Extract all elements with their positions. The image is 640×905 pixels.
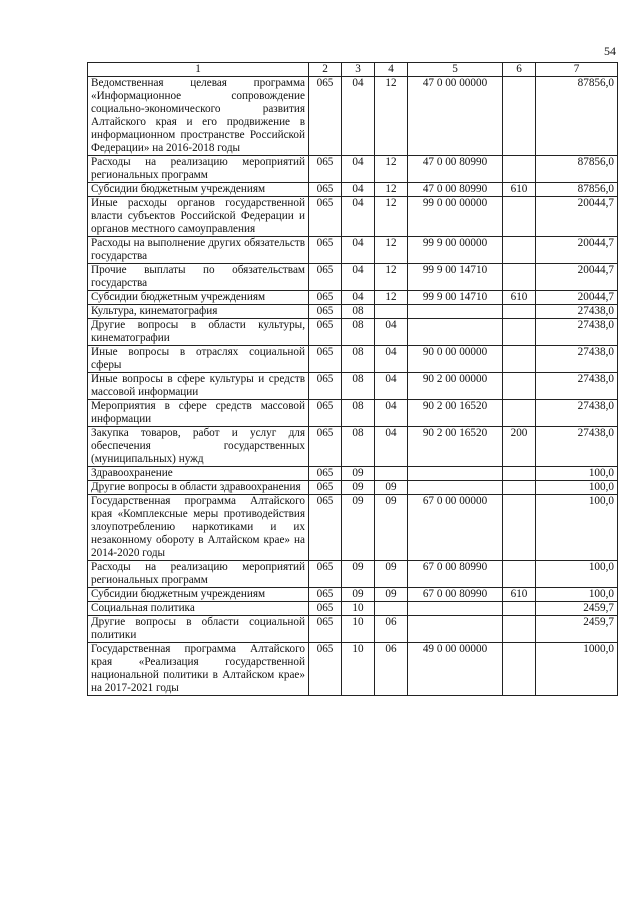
table-row [88, 602, 618, 616]
row-vr-cell [503, 305, 536, 319]
column-header-vr: 6 [503, 63, 536, 77]
row-name-cell: Расходы на выполнение других обязательств государства [88, 237, 309, 264]
header-row [88, 63, 618, 77]
row-razdel-cell: 04 [342, 291, 375, 305]
row-razdel-cell: 04 [342, 77, 375, 156]
row-amount-cell: 87856,0 [536, 156, 618, 183]
row-razdel-cell: 10 [342, 643, 375, 696]
row-vr-cell [503, 373, 536, 400]
row-amount-cell: 87856,0 [536, 77, 618, 156]
row-amount-cell: 2459,7 [536, 616, 618, 643]
row-podrazdel-cell: 12 [375, 197, 408, 237]
row-vedomstvo-cell: 065 [309, 427, 342, 467]
row-vr-cell [503, 467, 536, 481]
row-razdel-cell: 04 [342, 156, 375, 183]
row-csr-cell: 67 0 00 80990 [408, 588, 503, 602]
table-row [88, 373, 618, 400]
row-name-cell: Государственная программа Алтайского края «Комплексные меры противодействия злоупотреблению наркотиками и их незаконному обороту в Алтайском крае» на 2014-2020 годы [88, 495, 309, 561]
row-podrazdel-cell: 12 [375, 264, 408, 291]
row-vr-cell [503, 319, 536, 346]
row-razdel-cell: 09 [342, 495, 375, 561]
row-amount-cell: 27438,0 [536, 427, 618, 467]
row-csr-cell: 99 9 00 14710 [408, 264, 503, 291]
table-row [88, 156, 618, 183]
row-razdel-cell: 10 [342, 616, 375, 643]
row-vedomstvo-cell: 065 [309, 237, 342, 264]
row-amount-cell: 100,0 [536, 481, 618, 495]
table-row [88, 197, 618, 237]
table-row [88, 588, 618, 602]
row-vr-cell [503, 495, 536, 561]
row-csr-cell [408, 616, 503, 643]
row-vedomstvo-cell: 065 [309, 481, 342, 495]
row-razdel-cell: 10 [342, 602, 375, 616]
row-razdel-cell: 09 [342, 467, 375, 481]
row-razdel-cell: 09 [342, 588, 375, 602]
budget-table [87, 62, 618, 696]
table-row [88, 481, 618, 495]
row-vedomstvo-cell: 065 [309, 643, 342, 696]
row-csr-cell: 49 0 00 00000 [408, 643, 503, 696]
row-razdel-cell: 04 [342, 197, 375, 237]
row-csr-cell: 47 0 00 80990 [408, 183, 503, 197]
row-csr-cell: 90 2 00 16520 [408, 400, 503, 427]
row-amount-cell: 100,0 [536, 467, 618, 481]
row-vedomstvo-cell: 065 [309, 305, 342, 319]
row-name-cell: Прочие выплаты по обязательствам государства [88, 264, 309, 291]
row-name-cell: Субсидии бюджетным учреждениям [88, 588, 309, 602]
table-row [88, 616, 618, 643]
row-vr-cell [503, 346, 536, 373]
row-podrazdel-cell: 04 [375, 346, 408, 373]
row-podrazdel-cell: 12 [375, 183, 408, 197]
row-razdel-cell: 08 [342, 346, 375, 373]
row-csr-cell: 99 9 00 00000 [408, 237, 503, 264]
row-podrazdel-cell: 12 [375, 291, 408, 305]
row-name-cell: Социальная политика [88, 602, 309, 616]
column-header-podrazdel: 4 [375, 63, 408, 77]
table-row [88, 319, 618, 346]
row-amount-cell: 20044,7 [536, 291, 618, 305]
row-razdel-cell: 04 [342, 183, 375, 197]
row-vedomstvo-cell: 065 [309, 400, 342, 427]
row-name-cell: Закупка товаров, работ и услуг для обеспечения государственных (муниципальных) нужд [88, 427, 309, 467]
row-vedomstvo-cell: 065 [309, 319, 342, 346]
row-amount-cell: 27438,0 [536, 373, 618, 400]
row-razdel-cell: 08 [342, 427, 375, 467]
row-podrazdel-cell: 09 [375, 481, 408, 495]
row-vedomstvo-cell: 065 [309, 467, 342, 481]
row-csr-cell: 99 0 00 00000 [408, 197, 503, 237]
table-row [88, 495, 618, 561]
row-amount-cell: 87856,0 [536, 183, 618, 197]
row-podrazdel-cell: 09 [375, 561, 408, 588]
row-csr-cell [408, 602, 503, 616]
row-name-cell: Расходы на реализацию мероприятий региональных программ [88, 561, 309, 588]
row-name-cell: Государственная программа Алтайского края «Реализация государственной национальной политики в Алтайском крае» на 2017-2021 годы [88, 643, 309, 696]
row-csr-cell [408, 305, 503, 319]
row-name-cell: Другие вопросы в области здравоохранения [88, 481, 309, 495]
table-row [88, 427, 618, 467]
row-amount-cell: 100,0 [536, 588, 618, 602]
row-name-cell: Ведомственная целевая программа «Информационное сопровождение социально-экономического развития Алтайского края и его продвижение в информационном пространстве Российской Федерации» на 2016-2018 годы [88, 77, 309, 156]
row-podrazdel-cell [375, 602, 408, 616]
row-amount-cell: 100,0 [536, 495, 618, 561]
row-vedomstvo-cell: 065 [309, 346, 342, 373]
row-podrazdel-cell: 09 [375, 495, 408, 561]
table-row [88, 237, 618, 264]
row-vr-cell: 610 [503, 291, 536, 305]
row-name-cell: Иные расходы органов государственной власти субъектов Российской Федерации и органов местного самоуправления [88, 197, 309, 237]
table-row [88, 77, 618, 156]
row-vedomstvo-cell: 065 [309, 616, 342, 643]
row-vr-cell [503, 197, 536, 237]
row-csr-cell: 90 2 00 00000 [408, 373, 503, 400]
row-vr-cell [503, 264, 536, 291]
row-vedomstvo-cell: 065 [309, 561, 342, 588]
row-amount-cell: 1000,0 [536, 643, 618, 696]
row-podrazdel-cell: 12 [375, 77, 408, 156]
column-header-razdel: 3 [342, 63, 375, 77]
row-name-cell: Иные вопросы в сфере культуры и средств массовой информации [88, 373, 309, 400]
row-podrazdel-cell: 12 [375, 156, 408, 183]
table-row [88, 305, 618, 319]
row-vedomstvo-cell: 065 [309, 495, 342, 561]
row-podrazdel-cell: 04 [375, 400, 408, 427]
row-csr-cell: 90 0 00 00000 [408, 346, 503, 373]
table-row [88, 291, 618, 305]
row-razdel-cell: 08 [342, 400, 375, 427]
row-vr-cell [503, 156, 536, 183]
row-csr-cell: 47 0 00 80990 [408, 156, 503, 183]
table-row [88, 346, 618, 373]
table-row [88, 183, 618, 197]
row-name-cell: Другие вопросы в области культуры, кинематографии [88, 319, 309, 346]
row-razdel-cell: 09 [342, 481, 375, 495]
row-podrazdel-cell: 04 [375, 427, 408, 467]
row-name-cell: Субсидии бюджетным учреждениям [88, 183, 309, 197]
row-razdel-cell: 08 [342, 305, 375, 319]
row-razdel-cell: 04 [342, 264, 375, 291]
row-amount-cell: 100,0 [536, 561, 618, 588]
table-row [88, 264, 618, 291]
row-name-cell: Мероприятия в сфере средств массовой информации [88, 400, 309, 427]
row-vr-cell [503, 602, 536, 616]
row-amount-cell: 20044,7 [536, 264, 618, 291]
table-row [88, 643, 618, 696]
row-razdel-cell: 08 [342, 373, 375, 400]
row-name-cell: Иные вопросы в отраслях социальной сферы [88, 346, 309, 373]
row-csr-cell: 90 2 00 16520 [408, 427, 503, 467]
row-podrazdel-cell: 12 [375, 237, 408, 264]
row-csr-cell [408, 467, 503, 481]
row-vedomstvo-cell: 065 [309, 373, 342, 400]
row-name-cell: Здравоохранение [88, 467, 309, 481]
row-podrazdel-cell: 06 [375, 643, 408, 696]
row-csr-cell: 67 0 00 80990 [408, 561, 503, 588]
row-vr-cell: 610 [503, 588, 536, 602]
row-podrazdel-cell [375, 467, 408, 481]
row-amount-cell: 27438,0 [536, 346, 618, 373]
row-razdel-cell: 09 [342, 561, 375, 588]
row-amount-cell: 27438,0 [536, 319, 618, 346]
row-vedomstvo-cell: 065 [309, 602, 342, 616]
row-vr-cell [503, 77, 536, 156]
row-vr-cell [503, 481, 536, 495]
row-podrazdel-cell: 04 [375, 319, 408, 346]
row-podrazdel-cell: 04 [375, 373, 408, 400]
row-vr-cell [503, 400, 536, 427]
row-amount-cell: 27438,0 [536, 305, 618, 319]
row-vr-cell [503, 561, 536, 588]
row-name-cell: Расходы на реализацию мероприятий региональных программ [88, 156, 309, 183]
row-razdel-cell: 04 [342, 237, 375, 264]
row-vr-cell [503, 616, 536, 643]
row-vedomstvo-cell: 065 [309, 291, 342, 305]
row-podrazdel-cell [375, 305, 408, 319]
row-podrazdel-cell: 06 [375, 616, 408, 643]
column-header-csr: 5 [408, 63, 503, 77]
row-vedomstvo-cell: 065 [309, 156, 342, 183]
row-amount-cell: 20044,7 [536, 197, 618, 237]
row-vr-cell: 200 [503, 427, 536, 467]
table-row [88, 400, 618, 427]
column-header-amount: 7 [536, 63, 618, 77]
row-name-cell: Культура, кинематография [88, 305, 309, 319]
column-header-name: 1 [88, 63, 309, 77]
row-vedomstvo-cell: 065 [309, 264, 342, 291]
row-name-cell: Другие вопросы в области социальной политики [88, 616, 309, 643]
row-amount-cell: 20044,7 [536, 237, 618, 264]
table-row [88, 467, 618, 481]
row-csr-cell [408, 319, 503, 346]
row-csr-cell [408, 481, 503, 495]
page-number: 54 [604, 44, 616, 58]
table-row [88, 561, 618, 588]
row-vr-cell: 610 [503, 183, 536, 197]
row-amount-cell: 27438,0 [536, 400, 618, 427]
row-podrazdel-cell: 09 [375, 588, 408, 602]
column-header-vedomstvo: 2 [309, 63, 342, 77]
row-vedomstvo-cell: 065 [309, 183, 342, 197]
row-csr-cell: 67 0 00 00000 [408, 495, 503, 561]
row-amount-cell: 2459,7 [536, 602, 618, 616]
row-vr-cell [503, 643, 536, 696]
row-csr-cell: 47 0 00 00000 [408, 77, 503, 156]
row-razdel-cell: 08 [342, 319, 375, 346]
row-vedomstvo-cell: 065 [309, 588, 342, 602]
row-csr-cell: 99 9 00 14710 [408, 291, 503, 305]
row-vedomstvo-cell: 065 [309, 77, 342, 156]
row-name-cell: Субсидии бюджетным учреждениям [88, 291, 309, 305]
row-vedomstvo-cell: 065 [309, 197, 342, 237]
row-vr-cell [503, 237, 536, 264]
